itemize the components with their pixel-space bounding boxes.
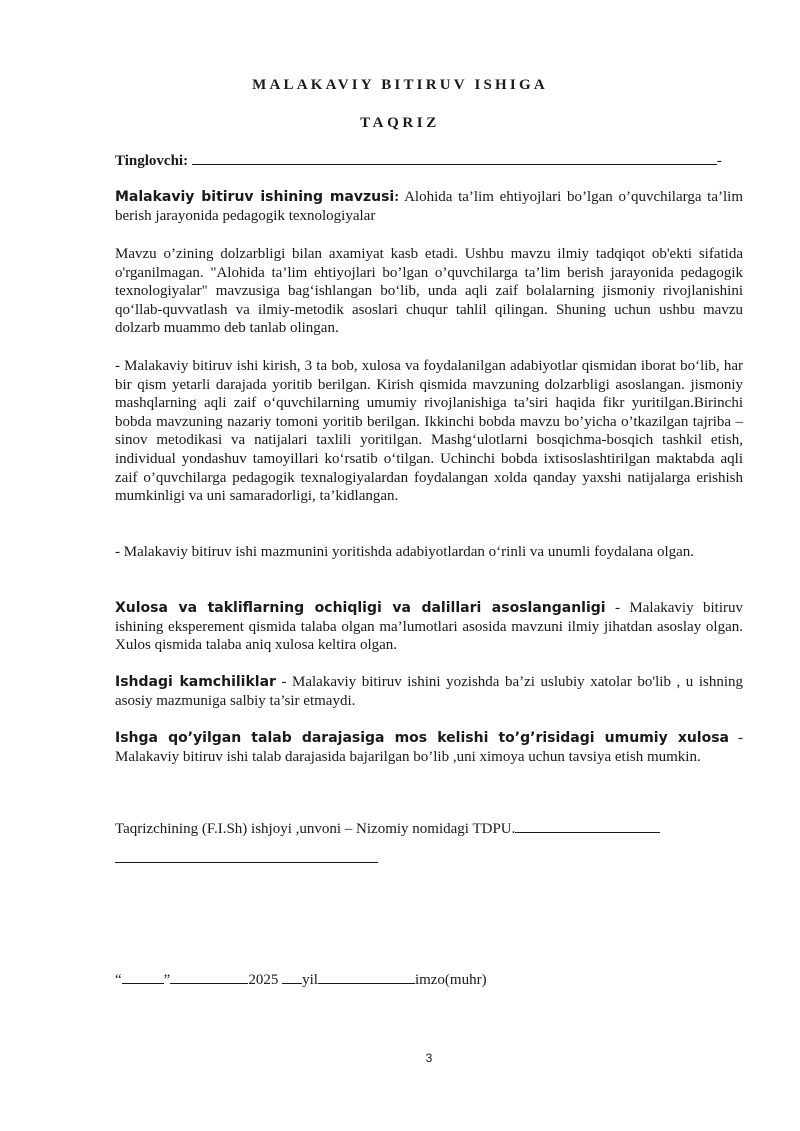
relevance-text: Mavzu o’zining dolzarbligi bilan axamiyat kasb etadi. Ushbu mavzu ilmiy tadqiqot ob'ekti sifatida o'rganilmagan. "Alohida ta’lim ehtiyojlari bo’lgan o’quvchilarga ta’lim berish jarayonida pedagogik texnologiyalar" mavzusiga bag‘ishlangan bo‘lib, unda aqli zaif bolalarning jismoniy rivojlanishini qo‘llab-quvvatlash va ilmiy-metodik asoslari chuqur tahlil qilingan. Shuning uchun ushbu mavzu dolzarb muammo deb tanlab olingan.	[115, 246, 743, 337]
page-number: 3	[425, 1051, 433, 1065]
verdict-label: Ishga qo’yilgan talab darajasiga mos kelishi to’g’risidagi umumiy xulosa	[115, 730, 730, 746]
conclusions-label: Xulosa va takliflarning ochiqligi va dalillari asoslanganligi	[115, 600, 606, 616]
shortcomings-paragraph	[115, 673, 743, 710]
structure-text: - Malakaviy bitiruv ishi kirish, 3 ta bob, xulosa va foydalanilgan adabiyotlar qismidan iborat bo‘lib, har bir qism yetarli darajada yoritib berilgan. Kirish qismida mavzuning dolzarbligi asoslangan. jismoniy mashqlarning aqli zaif o‘quvchilarning umumiy rivojlanishiga ta’siri haqida fikr yuritilgan.Birinchi bobda mavzuning nazariy tomoni yoritib berilgan. Ikkinchi bobda mavzu bo’yicha o’tkazilgan tajriba –sinov metodikasi va natijalari taxlili yoritilgan. Mashg‘ulotlarni bosqichma-bosqich tashkil etish, individual yondashuv tamoyillari ko‘rsatib o‘tilgan. Uchinchi bobda ixtisoslashtirilgan maktabda aqli zaif o’quvchilarga pedagogik texnalogiyalardan foydalangan xolda qanday yaxshi natijalarga erishish mumkinligi va uni samaradorligi, ta’kidlangan.	[115, 358, 743, 505]
student-trailing-dash: -	[716, 153, 722, 169]
shortcomings-label: Ishdagi kamchiliklar	[115, 674, 276, 690]
student-name-blank	[192, 152, 717, 165]
signature-label: imzo(muhr)	[414, 972, 487, 988]
verdict-text: - Malakaviy bitiruv ishi talab darajasida bajarilgan bo’lib ,uni ximoya uchun tavsiya etish mumkin.	[115, 730, 743, 765]
signature-blank	[318, 971, 415, 984]
reviewer-line	[115, 820, 743, 839]
conclusions-text: - Malakaviy bitiruv ishining eksperement qismida talaba olgan ma’lumotlari asosida mavzuni ilmiy jihatdan asoslay olgan. Xulos qismida talaba aniq xulosa keltira olgan.	[115, 600, 743, 654]
day-blank	[122, 971, 164, 984]
topic-colon: :	[394, 189, 400, 205]
structure-paragraph	[115, 357, 743, 506]
topic-paragraph	[115, 188, 743, 225]
student-line	[115, 152, 743, 171]
year-value: 2025	[248, 972, 279, 988]
topic-text: Alohida ta’lim ehtiyojlari bo’lgan o’quvchilarga ta’lim berish jarayonida pedagogik texnologiyalar	[115, 189, 743, 224]
student-label: Tinglovchi:	[115, 153, 189, 169]
document-title: MALAKAVIY BITIRUV ISHIGA	[252, 77, 548, 93]
reviewer-text: Taqrizchining (F.I.Sh) ishjoyi ,unvoni – Nizomiy nomidagi TDPU.	[115, 821, 516, 837]
month-blank	[170, 971, 248, 984]
signature-line	[115, 971, 743, 990]
topic-label: Malakaviy bitiruv ishining mavzusi	[115, 189, 395, 205]
literature-paragraph	[115, 543, 743, 562]
date-open-quote: “	[115, 972, 122, 988]
shortcomings-text: - Malakaviy bitiruv ishini yozishda ba’zi uslubiy xatolar bo'lib , u ishning asosiy mazmuniga salbiy ta’sir etmaydi.	[115, 674, 743, 709]
relevance-paragraph	[115, 245, 743, 338]
reviewer-blank-line2	[115, 862, 378, 863]
date-close-quote: ”	[163, 972, 171, 988]
reviewer-blank	[515, 820, 660, 833]
conclusions-paragraph	[115, 599, 743, 655]
verdict-paragraph	[115, 729, 743, 766]
year-word: yil	[302, 972, 318, 988]
document-subtitle: TAQRIZ	[360, 115, 440, 131]
year-suffix-blank	[282, 971, 302, 984]
literature-text: - Malakaviy bitiruv ishi mazmunini yoritishda adabiyotlardan o‘rinli va unumli foydalana olgan.	[115, 544, 695, 560]
